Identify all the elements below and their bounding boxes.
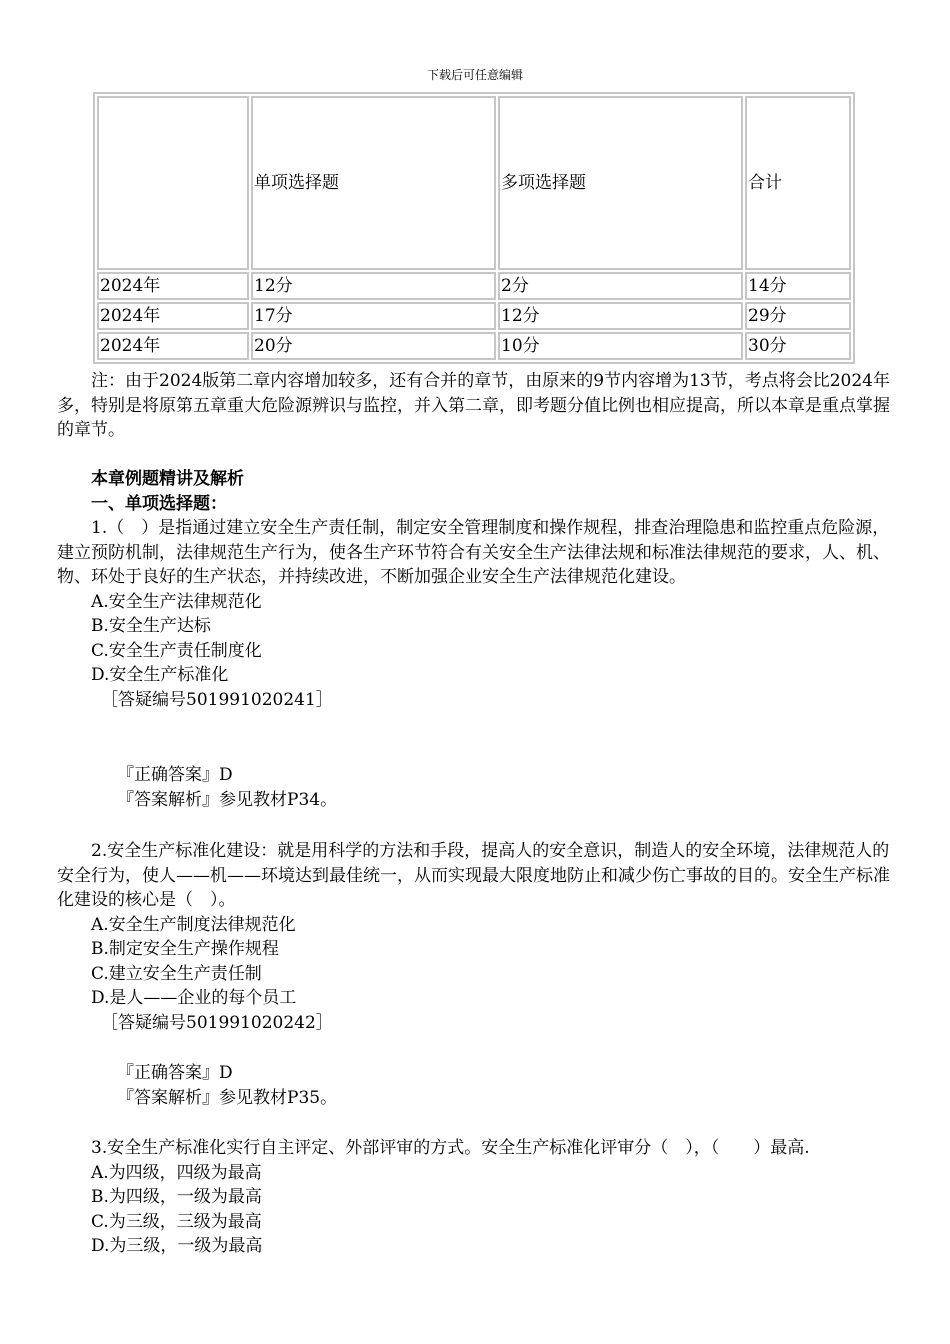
- table-header-cell: [97, 96, 249, 270]
- option-d: D.为三级，一级为最高: [91, 1236, 263, 1256]
- table-cell: 29分: [745, 302, 851, 330]
- option-a: A.安全生产法律规范化: [91, 591, 262, 612]
- table-row: [97, 272, 851, 300]
- question-stem: 2.安全生产标准化建设：就是用科学的方法和手段，提高人的安全意识，制造人的安全环境，法律规范人的安全行为，使人——机——环境达到最佳统一，从而实现最大限度地防止和减少伤亡事故的目的。安全生产标准化建设的核心是（ ）。: [57, 841, 890, 910]
- option-a: A.为四级，四级为最高: [91, 1162, 262, 1183]
- question-3: [57, 1136, 895, 1259]
- table-row: [97, 302, 851, 330]
- table-header-row: [97, 96, 851, 270]
- question-id: ［答疑编号501991020241］: [101, 689, 333, 710]
- table-cell: 30分: [745, 332, 851, 360]
- question-stem: 1.（ ）是指通过建立安全生产责任制，制定安全管理制度和操作规程，排查治理隐患和监控重点危险源，建立预防机制，法律规范生产行为，使各生产环节符合有关安全生产法律法规和标准法律规范的要求，人、机、物、环处于良好的生产状态，并持续改进，不断加强企业安全生产法律规范化建设。: [57, 518, 890, 587]
- option-c: C.建立安全生产责任制: [91, 963, 262, 984]
- table-header-cell: 合计: [745, 96, 851, 270]
- table-cell: 2024年: [97, 272, 249, 300]
- section-heading-block: [57, 467, 895, 516]
- table-row: [97, 332, 851, 360]
- page-header: 下载后可任意编辑: [426, 68, 523, 82]
- question-1: [57, 516, 895, 712]
- subsection-title: 一、单项选择题：: [91, 493, 227, 514]
- score-table: [93, 92, 855, 364]
- table-cell: 17分: [251, 302, 496, 330]
- option-c: C.为三级，三级为最高: [91, 1211, 262, 1232]
- answer-analysis: 『答案解析』参见教材P35。: [117, 1087, 338, 1108]
- table-header-cell: 单项选择题: [251, 96, 496, 270]
- table-cell: 12分: [498, 302, 743, 330]
- section-title: 本章例题精讲及解析: [91, 469, 244, 489]
- answer-1: [57, 763, 895, 812]
- question-stem: 3.安全生产标准化实行自主评定、外部评审的方式。安全生产标准化评审分（ ），（ ）最高.: [91, 1138, 810, 1158]
- option-b: B.为四级，一级为最高: [91, 1187, 262, 1207]
- table-cell: 2024年: [97, 302, 249, 330]
- table-cell: 10分: [498, 332, 743, 360]
- option-a: A.安全生产制度法律规范化: [91, 914, 296, 935]
- table-cell: 20分: [251, 332, 496, 360]
- option-c: C.安全生产责任制度化: [91, 640, 262, 661]
- option-d: D.安全生产标准化: [91, 665, 229, 685]
- table-cell: 14分: [745, 272, 851, 300]
- answer-2: [57, 1061, 895, 1110]
- chapter-note: 注：由于2024版第二章内容增加较多，还有合并的章节，由原来的9节内容增为13节，考点将会比2024年多，特别是将原第五章重大危险源辨识与监控，并入第二章，即考题分值比例也相应提高，所以本章是重点掌握的章节。: [57, 371, 890, 440]
- table-cell: 2024年: [97, 332, 249, 360]
- correct-answer: 『正确答案』D: [117, 1063, 233, 1083]
- answer-analysis: 『答案解析』参见教材P34。: [117, 789, 338, 810]
- table-header-cell: 多项选择题: [498, 96, 743, 270]
- option-d: D.是人——企业的每个员工: [91, 988, 297, 1008]
- table-cell: 2分: [498, 272, 743, 300]
- option-b: B.安全生产达标: [91, 616, 211, 636]
- question-2: [57, 839, 895, 1035]
- question-id: ［答疑编号501991020242］: [101, 1012, 333, 1033]
- table-cell: 12分: [251, 272, 496, 300]
- correct-answer: 『正确答案』D: [117, 765, 233, 785]
- option-b: B.制定安全生产操作规程: [91, 939, 279, 959]
